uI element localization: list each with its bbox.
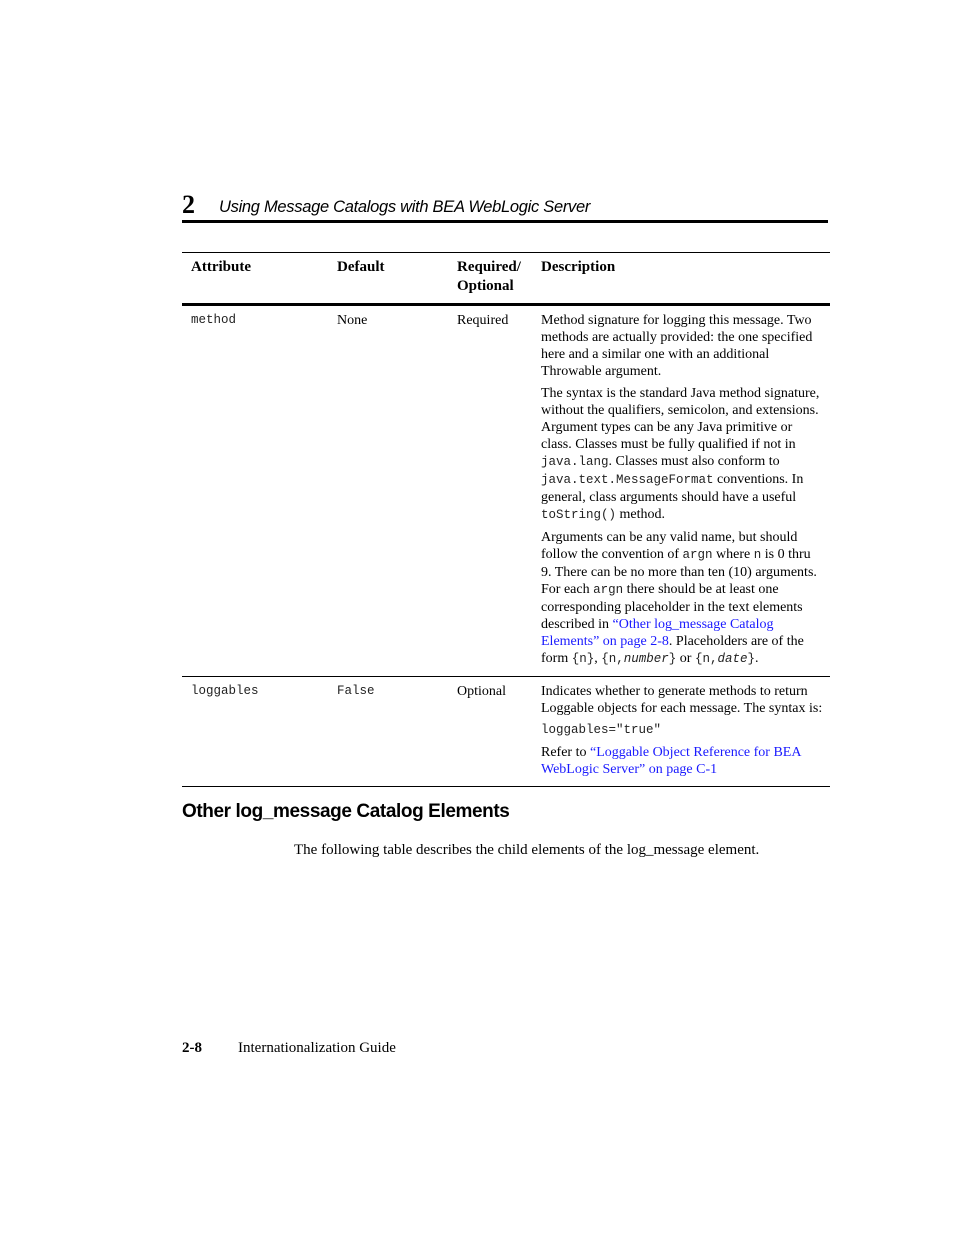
description-paragraph: Arguments can be any valid name, but should follow the convention of argn where n is 0 thru 9. There can be no more than ten (10) arguments. For each argn there should be at least one corresponding placeholder in the text elements described in “Other log_message Catalog Elements” on page 2-8. Placeholders are of the form {n}, {n,number} or {n,date}. (541, 530, 817, 666)
description-paragraph: The syntax is the standard Java method signature, without the qualifiers, semicolon, and extensions. Argument types can be any Java primitive or class. Classes must be fully qualified if not in java.lang. Classes must also conform to java.text.MessageFormat conventions. In general, class arguments should have a useful toString() method. (541, 386, 820, 522)
syntax-example: loggables="true" (541, 723, 662, 737)
description-paragraph: Indicates whether to generate methods to return Loggable objects for each message. The syntax is: (541, 684, 823, 716)
header-description: Description (532, 253, 830, 305)
header-required: Required/ Optional (448, 253, 532, 305)
description-paragraph: Method signature for logging this message. Two methods are actually provided: the one specified here and a similar one with an additional Throwable argument. (541, 313, 813, 379)
cell-description (532, 305, 830, 677)
chapter-header (182, 192, 828, 220)
page-number: 2-8 (182, 1040, 202, 1056)
page-footer (182, 1040, 396, 1057)
table-row (182, 677, 830, 787)
cell-required: Optional (448, 677, 532, 787)
cell-description (532, 677, 830, 787)
header-default: Default (328, 253, 448, 305)
cross-reference-link[interactable]: “Loggable Object Reference for BEA WebLogic Server” on page C-1 (541, 745, 801, 777)
chapter-rule (182, 220, 828, 223)
cell-attribute: method (182, 305, 328, 677)
cell-default: None (328, 305, 448, 677)
guide-title: Internationalization Guide (238, 1040, 396, 1056)
intro-paragraph: The following table describes the child elements of the log_message element. (294, 842, 760, 858)
cell-attribute: loggables (182, 677, 328, 787)
section-heading: Other log_message Catalog Elements (182, 801, 510, 822)
chapter-number: 2 (182, 190, 195, 219)
table-row (182, 305, 830, 677)
cell-required: Required (448, 305, 532, 677)
description-paragraph: Refer to “Loggable Object Reference for BEA WebLogic Server” on page C-1 (541, 745, 801, 777)
cell-default: False (328, 677, 448, 787)
chapter-title: Using Message Catalogs with BEA WebLogic Server (219, 198, 591, 216)
table-header-row (182, 253, 830, 305)
header-attribute: Attribute (182, 253, 328, 305)
cross-reference-link[interactable]: “Other log_message Catalog Elements” on page 2-8 (541, 617, 774, 649)
attribute-table (182, 252, 830, 787)
